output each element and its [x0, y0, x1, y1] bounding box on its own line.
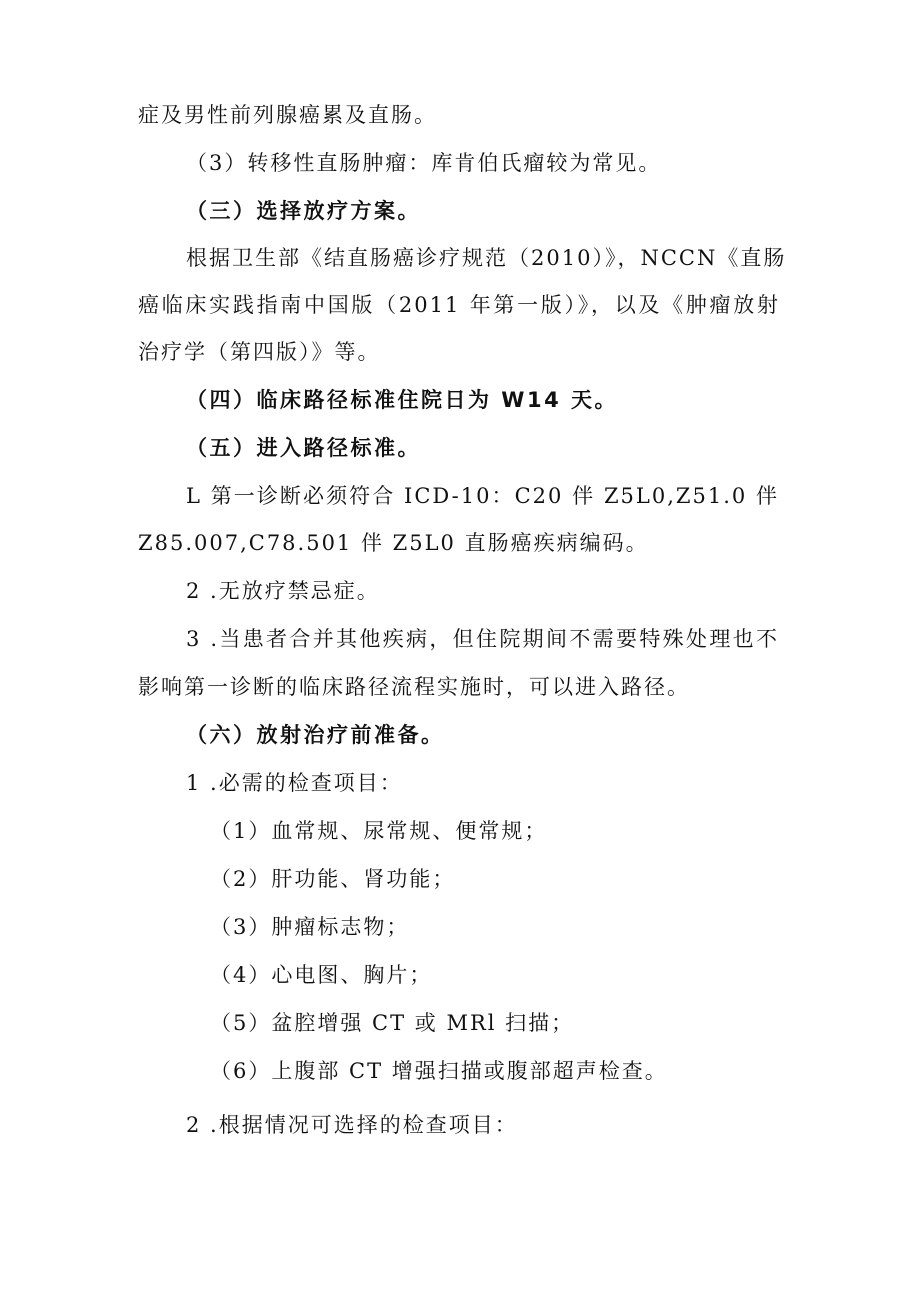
section-heading-6: （六）放射治疗前准备。 — [186, 723, 445, 747]
sub-list-item: （2）肝功能、肾功能； — [210, 867, 456, 891]
sub-list-item: （1）血常规、尿常规、便常规； — [210, 819, 548, 843]
body-text-line: 根据卫生部《结直肠癌诊疗规范（2010）》，NCCN《直肠 — [186, 246, 787, 270]
section-heading-4: （四）临床路径标准住院日为 W14 天。 — [186, 388, 619, 412]
body-text-line: 症及男性前列腺癌累及直肠。 — [138, 103, 437, 127]
list-item: 3 .当患者合并其他疾病，但住院期间不需要特殊处理也不 — [186, 627, 779, 651]
body-text-line: 影响第一诊断的临床路径流程实施时，可以进入路径。 — [138, 675, 690, 699]
list-item: 1 .必需的检查项目： — [186, 771, 403, 795]
sub-list-item: （4）心电图、胸片； — [210, 963, 433, 987]
sub-list-item: （6）上腹部 CT 增强扫描或腹部超声检查。 — [210, 1059, 668, 1083]
section-heading-3: （三）选择放疗方案。 — [186, 199, 421, 223]
body-text-line: 治疗学（第四版）》等。 — [138, 340, 381, 364]
sub-list-item: （5）盆腔增强 CT 或 MRl 扫描； — [210, 1011, 575, 1035]
section-heading-5: （五）进入路径标准。 — [186, 436, 421, 460]
list-item-transfer-tumor: （3）转移性直肠肿瘤：库肯伯氏瘤较为常见。 — [186, 151, 662, 175]
body-text-line: L 第一诊断必须符合 ICD-10：C20 伴 Z5L0,Z51.0 伴 — [186, 484, 779, 508]
body-text-line: Z85.007,C78.501 伴 Z5L0 直肠癌疾病编码。 — [138, 531, 649, 555]
list-item: 2 .根据情况可选择的检查项目： — [186, 1113, 518, 1137]
body-text-line: 癌临床实践指南中国版（2011 年第一版）》，以及《肿瘤放射 — [138, 293, 780, 317]
list-item: 2 .无放疗禁忌症。 — [186, 579, 380, 603]
sub-list-item: （3）肿瘤标志物； — [210, 915, 410, 939]
